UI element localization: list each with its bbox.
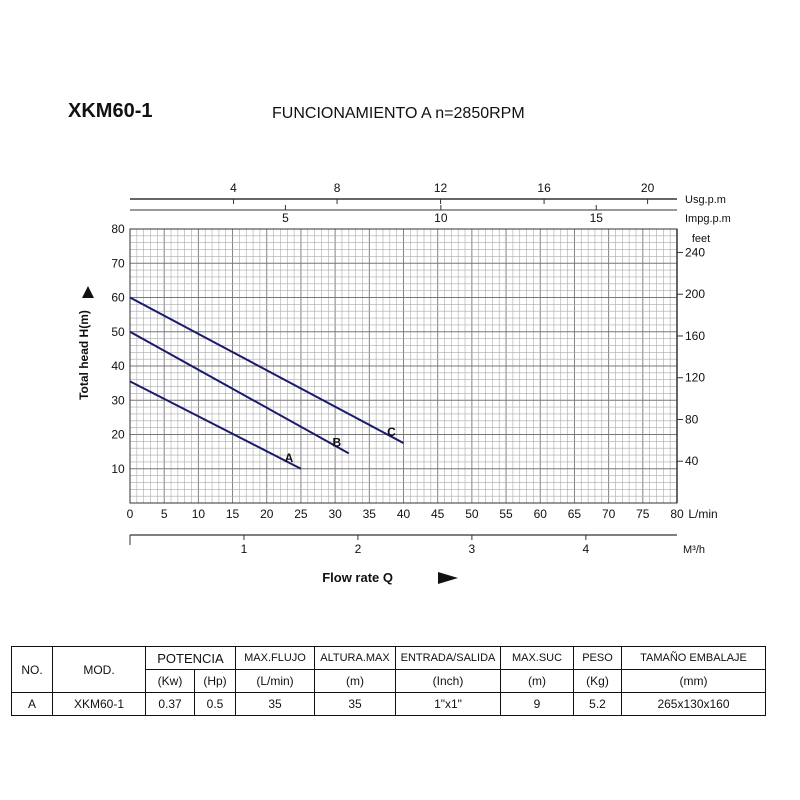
feet-tick-label: 160 [685, 328, 706, 343]
y-tick-label: 40 [111, 359, 125, 373]
x-tick-label: 45 [431, 507, 445, 521]
feet-tick-label: 80 [685, 412, 699, 427]
table-cell: 9 [501, 693, 574, 716]
table-unit-cell: (L/min) [236, 670, 315, 693]
table-cell: 35 [236, 693, 315, 716]
x-tick-label: 75 [636, 507, 650, 521]
feet-tick-label: 200 [685, 287, 706, 302]
x-tick-label: 70 [601, 507, 616, 521]
curve-a [130, 381, 301, 468]
m3h-tick-label: 4 [582, 542, 590, 556]
table-unit-cell: (m) [315, 670, 396, 693]
y-axis-arrow-icon [82, 286, 94, 298]
y-tick-label: 20 [111, 427, 125, 442]
feet-tick-label: 240 [685, 245, 706, 260]
impgpm-tick-label: 15 [589, 211, 603, 225]
x-tick-label: 10 [191, 507, 206, 521]
curve-label-b: B [332, 435, 342, 450]
x-tick-label: 65 [567, 507, 582, 521]
usgpm-tick-label: 4 [230, 181, 237, 195]
table-cell: 0.5 [195, 693, 236, 716]
x-unit-label: L/min [688, 507, 718, 521]
x-tick-label: 0 [126, 507, 134, 521]
table-unit-cell: (Hp) [195, 670, 236, 693]
x-axis-title: Flow rate Q [322, 570, 393, 585]
table-cell: A [12, 693, 53, 716]
impgpm-unit-label: Impg.p.m [685, 213, 731, 225]
curve-label-a: A [284, 450, 294, 465]
grid [130, 229, 677, 503]
usgpm-unit-label: Usg.p.m [685, 194, 726, 206]
impgpm-tick-label: 10 [434, 211, 448, 225]
model-title: XKM60-1 [68, 100, 153, 122]
table-header-cell: ENTRADA/SALIDA [396, 647, 501, 670]
m3h-unit-label: M³/h [683, 544, 705, 556]
table-cell: XKM60-1 [53, 693, 146, 716]
table-cell: 35 [315, 693, 396, 716]
table-header-cell: NO. [12, 647, 53, 693]
usgpm-tick-label: 12 [433, 181, 448, 195]
y-tick-label: 30 [111, 393, 125, 408]
x-tick-label: 5 [160, 507, 168, 521]
table-unit-cell: (m) [501, 670, 574, 693]
table-header-cell: TAMAÑO EMBALAJE [622, 647, 766, 670]
table-header-cell: MAX.FLUJO [236, 647, 315, 670]
table-header-cell: PESO [574, 647, 622, 670]
x-tick-label: 80 [670, 507, 684, 521]
x-tick-label: 55 [499, 507, 513, 521]
table-header-cell: MOD. [53, 647, 146, 693]
table-cell: 1"x1" [396, 693, 501, 716]
x-tick-label: 20 [260, 507, 274, 521]
x-tick-label: 35 [362, 507, 376, 521]
y-axis-title: Total head H(m) [77, 310, 91, 400]
m3h-tick-label: 1 [240, 542, 248, 556]
curve-label-c: C [387, 425, 396, 440]
usgpm-tick-label: 16 [537, 181, 551, 195]
table-unit-cell: (Kg) [574, 670, 622, 693]
usgpm-tick-label: 20 [640, 181, 655, 195]
table-cell: 5.2 [574, 693, 622, 716]
y-tick-label: 80 [111, 222, 125, 236]
impgpm-tick-label: 5 [282, 211, 289, 225]
table-row [12, 693, 766, 716]
feet-tick-label: 120 [685, 370, 706, 385]
m3h-tick-label: 2 [354, 542, 362, 556]
usgpm-tick-label: 8 [333, 181, 341, 195]
table-cell: 265x130x160 [622, 693, 766, 716]
feet-unit-label: feet [691, 233, 711, 245]
x-tick-label: 30 [328, 507, 342, 521]
y-tick-label: 60 [111, 290, 125, 305]
y-tick-label: 10 [111, 461, 125, 476]
x-axis-arrow-icon [438, 572, 458, 584]
table-header-row [12, 647, 766, 670]
table-header-cell: MAX.SUC [501, 647, 574, 670]
y-tick-label: 70 [111, 256, 125, 271]
spec-table [11, 646, 766, 716]
x-tick-label: 15 [225, 507, 240, 521]
x-tick-label: 40 [396, 507, 411, 521]
table-header-cell: POTENCIA [146, 647, 236, 670]
x-tick-label: 60 [533, 507, 547, 521]
x-tick-label: 25 [294, 507, 308, 521]
m3h-tick-label: 3 [468, 542, 476, 556]
performance-title: FUNCIONAMIENTO A n=2850RPM [272, 105, 525, 122]
table-cell: 0.37 [146, 693, 195, 716]
x-tick-label: 50 [465, 507, 479, 521]
table-unit-cell: (Inch) [396, 670, 501, 693]
table-header-cell: ALTURA.MAX [315, 647, 396, 670]
table-unit-cell: (mm) [622, 670, 766, 693]
y-tick-label: 50 [111, 324, 125, 339]
feet-tick-label: 40 [685, 454, 699, 469]
table-unit-cell: (Kw) [146, 670, 195, 693]
